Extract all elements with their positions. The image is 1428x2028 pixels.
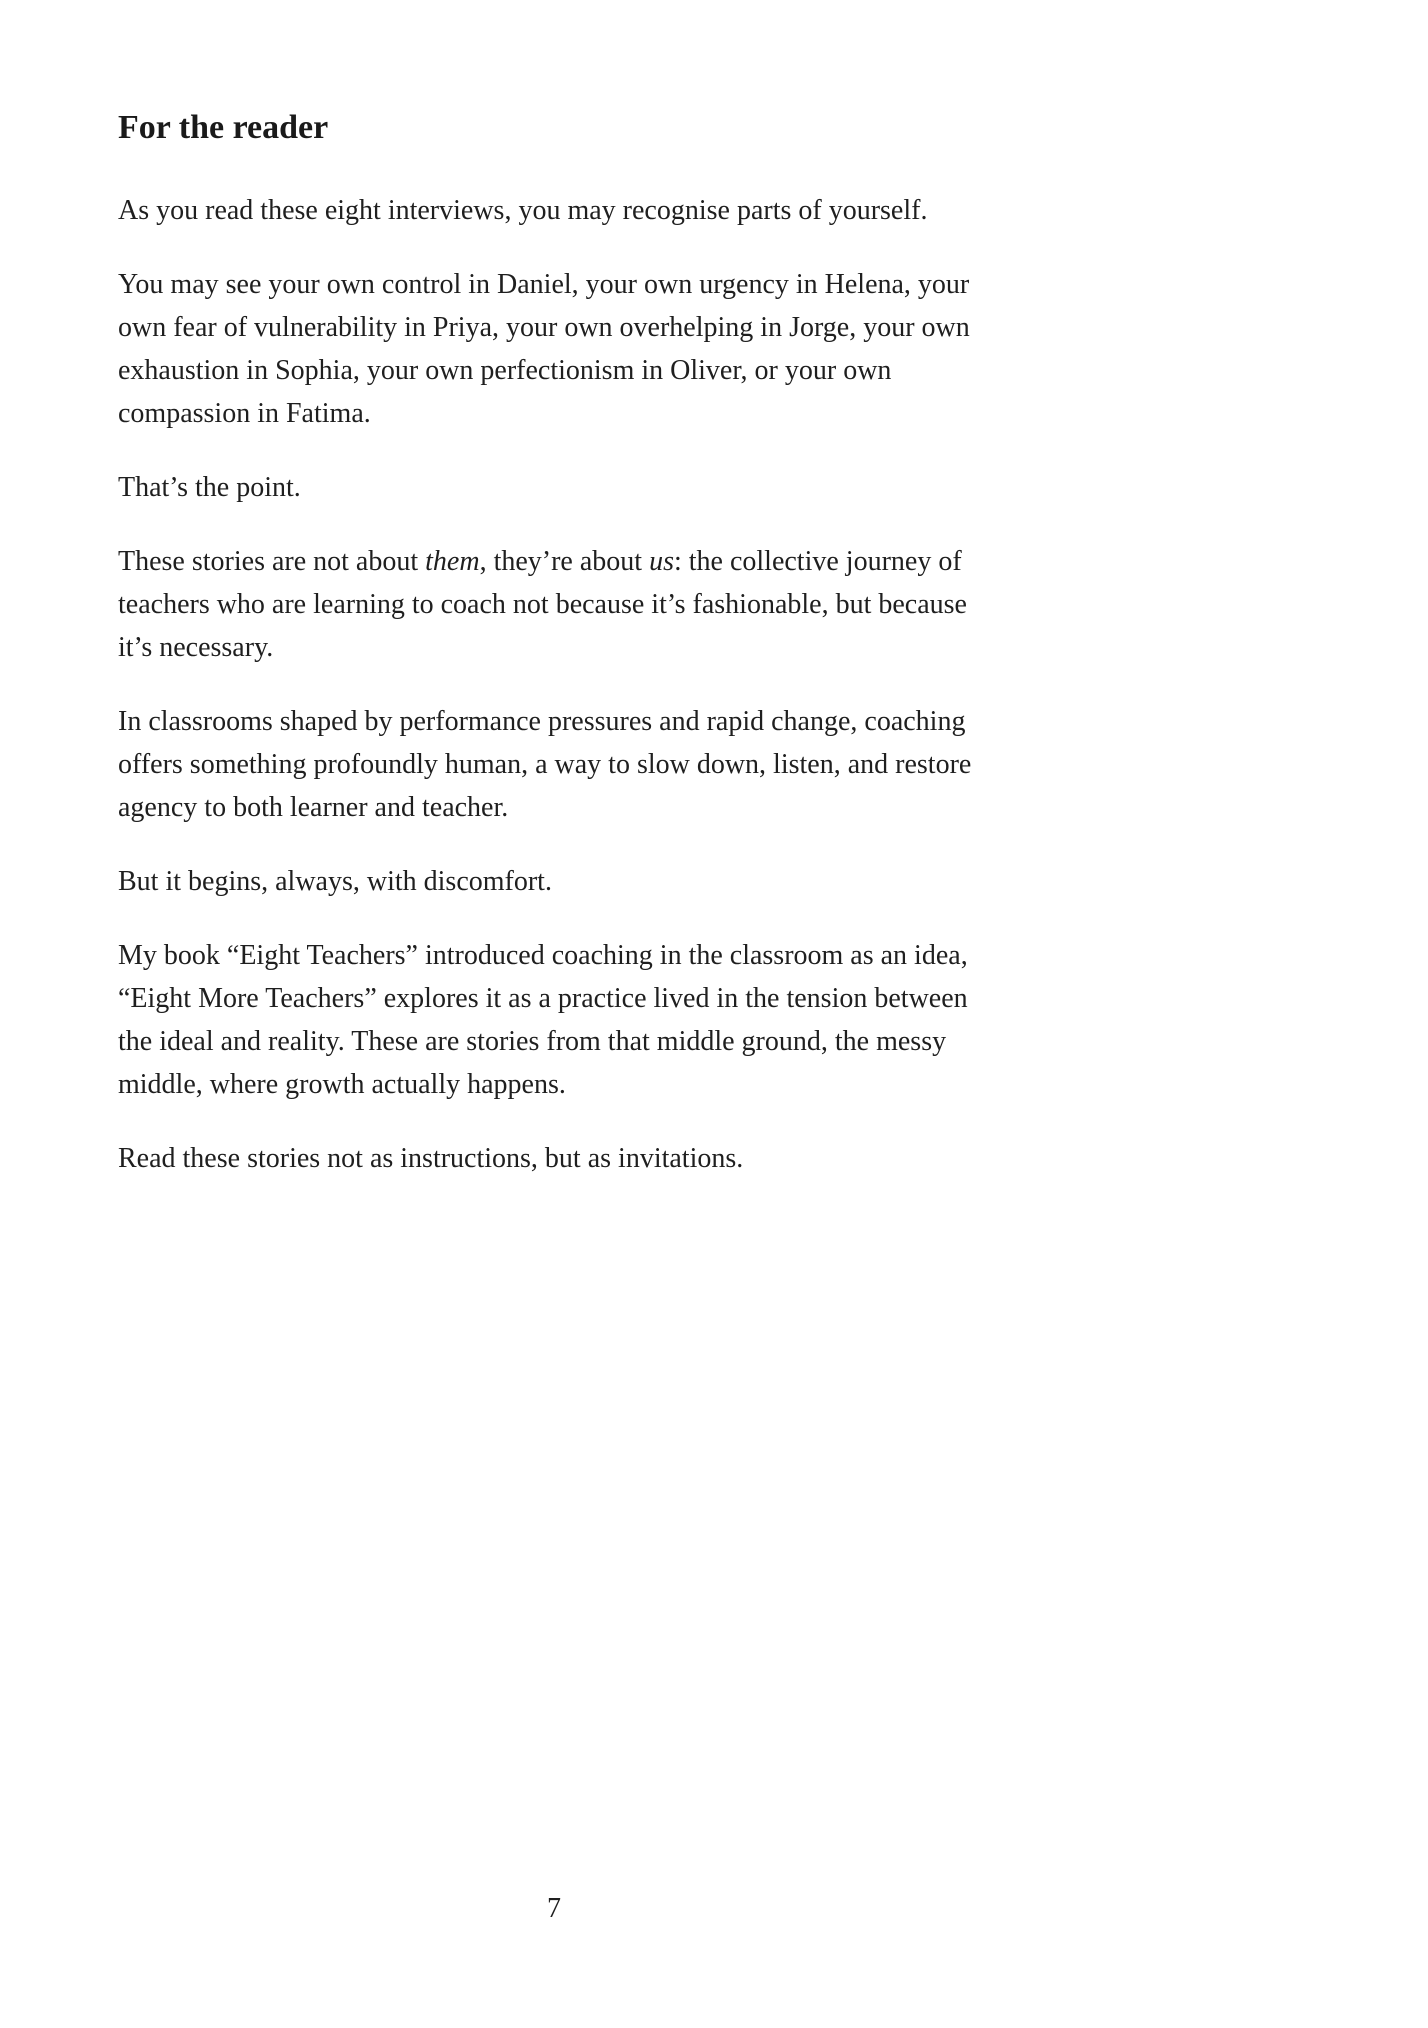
paragraph-text: In classrooms shaped by performance pressures and rapid change, coaching offers something profoundly human, a way to slow down, listen, and restore agency to both learner and teacher. <box>118 705 972 823</box>
paragraph-text: You may see your own control in Daniel, your own urgency in Helena, your own fear of vulnerability in Priya, your own overhelping in Jorge, your own exhaustion in Sophia, your own perfectionism in Oliver, or your own compassion in Fatima. <box>118 268 970 429</box>
page-content <box>118 108 990 1211</box>
paragraph-text: As you read these eight interviews, you may recognise parts of yourself. <box>118 194 928 226</box>
paragraph-text: : the collective journey of teachers who are learning to coach not because it’s fashionable, but because it’s necessary. <box>118 545 967 663</box>
paragraph-text: That’s the point. <box>118 471 301 503</box>
paragraph-stories-about-us <box>118 540 990 669</box>
italic-text-us: us <box>649 545 674 577</box>
paragraph-text: But it begins, always, with discomfort. <box>118 865 552 897</box>
paragraph-text: , they’re about <box>479 545 650 577</box>
page-number: 7 <box>547 1893 561 1924</box>
page-title: For the reader <box>118 109 329 146</box>
paragraph-point <box>118 466 990 509</box>
paragraph-text: My book “Eight Teachers” introduced coaching in the classroom as an idea, “Eight More Teachers” explores it as a practice lived in the tension between the ideal and reality. These are stories from that middle ground, the messy middle, where growth actually happens. <box>118 939 968 1100</box>
paragraph-text: Read these stories not as instructions, but as invitations. <box>118 1142 744 1174</box>
paragraph-intro <box>118 189 990 232</box>
paragraph-text: These stories are not about <box>118 545 426 577</box>
paragraph-invitations <box>118 1137 990 1180</box>
paragraph-discomfort <box>118 860 990 903</box>
paragraph-my-book <box>118 934 990 1106</box>
paragraph-classrooms <box>118 700 990 829</box>
paragraph-recognise-list <box>118 263 990 435</box>
italic-text-them: them <box>425 545 480 577</box>
